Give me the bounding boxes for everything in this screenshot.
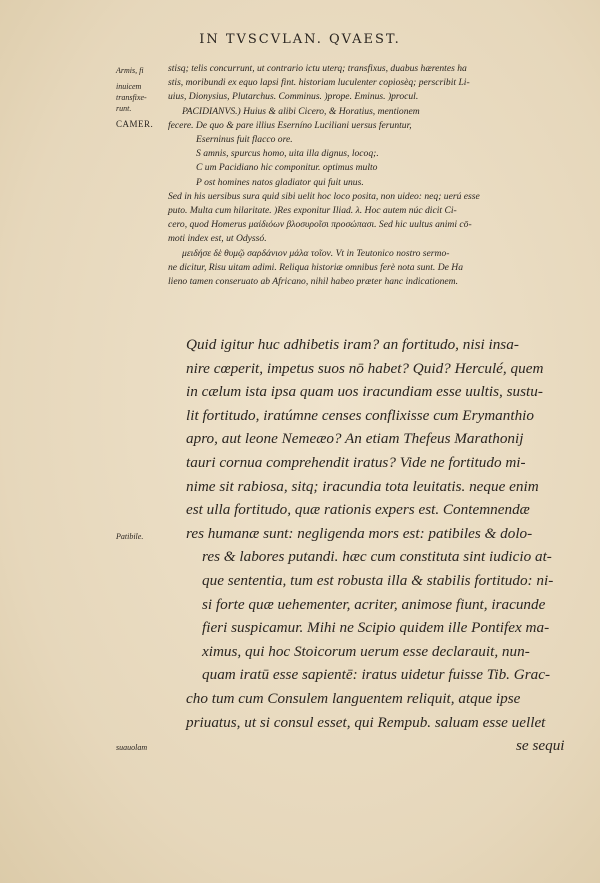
- commentary-line: uius, Dionysius, Plutarchus. Comminus. )prope. Eminus. )procul.: [168, 91, 419, 103]
- commentary-line: stis, moribundi ex equo lapsi fint. historiam luculenter copiosèq; perscribit Li-: [168, 77, 470, 89]
- commentary-line: cero, quod Homerus μαίδιόων βλοσυροῖσι προσώπασι. Sed hic uultus animi cō-: [168, 219, 472, 231]
- main-text-line: est ulla fortitudo, quæ rationis expers est. Contemnendæ: [186, 501, 530, 519]
- commentary-line: P ost homines natos gladiator qui fuit unus.: [196, 176, 364, 188]
- main-text-line: priuatus, ut si consul esset, qui Rempub. saluam esse uellet: [186, 713, 546, 731]
- commentary-line: Sed in his uersibus sura quid sibi uelit hoc loco posita, non uideo: neq; uerú esse: [168, 190, 480, 202]
- margin-note-inuicem: inuicem: [116, 82, 142, 91]
- commentary-line: PACIDIANVS.) Huius & alibi Cicero, & Horatius, mentionem: [182, 105, 420, 117]
- main-text-line: nime sit rabiosa, sitq; iracundia tota leuitatis. neque enim: [186, 477, 539, 495]
- main-text-line: ximus, qui hoc Stoicorum uerum esse declarauit, nun-: [202, 642, 530, 660]
- main-text-line: nire cœperit, impetus suos nō habet? Quid? Herculé, quem: [186, 359, 544, 377]
- margin-note-runt: runt.: [116, 104, 132, 113]
- margin-note-transfixe: transfixe-: [116, 93, 147, 102]
- main-text-line: quam iratū esse sapientē: iratus uidetur fuisse Tib. Grac-: [202, 666, 551, 684]
- commentary-line: moti index est, ut Odyssó.: [168, 233, 267, 245]
- main-text-line: res humanæ sunt: negligenda mors est: patibiles & dolo-: [186, 524, 533, 542]
- margin-note-arma: Armis, fi: [116, 66, 144, 75]
- commentary-line: C um Pacidiano hic componitur. optimus multo: [196, 162, 378, 174]
- margin-note-camer: CAMER.: [116, 119, 154, 129]
- main-text-line: fieri suspicamur. Mihi ne Scipio quidem ille Pontifex ma-: [202, 619, 550, 637]
- main-text-block: [186, 333, 578, 758]
- margin-note-patibile: Patibile.: [116, 532, 144, 541]
- main-text-line: lit fortitudo, iratúmne censes conflixisse cum Erymanthio: [186, 406, 534, 424]
- commentary-line: Eserninus fuit flacco ore.: [196, 134, 293, 146]
- running-header: IN TVSCVLAN. QVAEST.: [199, 32, 401, 47]
- commentary-line: S amnis, spurcus homo, uita illa dignus, locoq;.: [196, 148, 379, 160]
- commentary-line: stisq; telis concurrunt, ut contrario ictu uterq; transfixus, duabus hærentes ha: [168, 63, 467, 74]
- commentary-line: μειδήσε δὲ θυμῷ σαρδάνιον μάλα τοῖον. Vt in Teutonico nostro sermo-: [182, 247, 450, 259]
- catchword: se sequi: [516, 737, 565, 755]
- commentary-line: puto. Multa cum hilaritate. )Res exponitur Iliad. λ. Hoc autem núc dicit Ci-: [168, 205, 457, 217]
- main-text-line: Quid igitur huc adhibetis iram? an fortitudo, nisi insa-: [186, 336, 519, 353]
- main-text-line: in cælum ista ipsa quam uos iracundiam esse uultis, sustu-: [186, 383, 543, 401]
- commentary-line: ne dicitur, Risu uitam adimi. Reliqua historiæ omnibus ferè nota sunt. De Ha: [168, 261, 463, 273]
- main-text-line: apro, aut leone Nemeæo? An etiam Thefeus Marathonij: [186, 430, 524, 448]
- main-text-line: que sententia, tum est robusta illa & stabilis fortitudo: ni-: [202, 571, 554, 589]
- margin-note-suauolam: suauolam: [116, 743, 148, 752]
- commentary-block: [168, 62, 568, 289]
- main-text-line: si forte quæ uehementer, acriter, animose fiunt, iracunde: [202, 595, 546, 613]
- commentary-line: fecere. De quo & pare illius Eserníno Luciliani uersus feruntur,: [168, 119, 412, 131]
- main-text-line: res & labores putandi. hæc cum constituta sint iudicio at-: [202, 548, 552, 566]
- main-text-line: tauri cornua comprehendit iratus? Vide ne fortitudo mi-: [186, 453, 526, 471]
- main-text-line: cho tum cum Consulem languentem reliquit, atque ipse: [186, 689, 521, 707]
- commentary-line: lieno tamen conseruato ab Africano, nihil habeo præter hanc indicationem.: [168, 276, 459, 288]
